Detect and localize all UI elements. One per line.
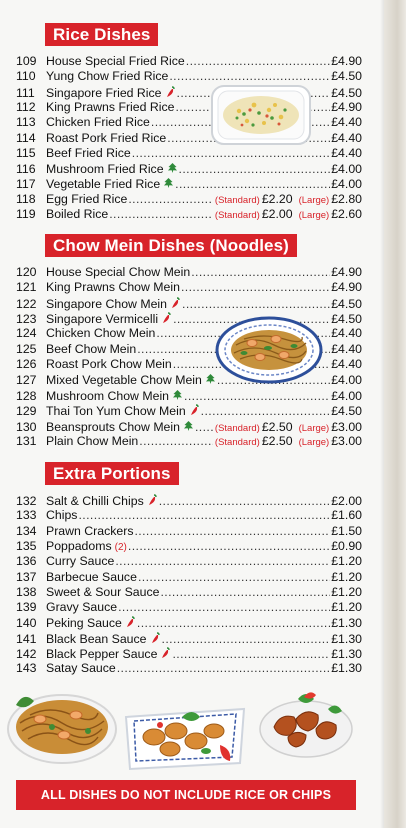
item-price: £4.40: [331, 130, 362, 145]
item-name: Mixed Vegetable Chow Mein: [46, 373, 202, 388]
item-number: 127: [16, 373, 37, 388]
chilli-icon: [150, 632, 161, 644]
menu-item-row: [16, 280, 362, 295]
item-number: 128: [16, 388, 37, 403]
menu-item-row: [16, 615, 362, 630]
page-edge: [384, 0, 406, 828]
item-name: Poppadoms: [46, 538, 112, 553]
chilli-icon: [125, 616, 136, 628]
item-price: £4.00: [331, 177, 362, 192]
item-name: Roast Pork Fried Rice: [46, 130, 167, 145]
menu-item-row: [16, 434, 362, 449]
chow-mein-photo: [214, 315, 324, 385]
large-price: £2.80: [331, 191, 362, 206]
standard-size-label: (Standard): [214, 436, 260, 448]
menu-item-row: [16, 554, 362, 569]
item-name: Plain Chow Mein: [46, 433, 139, 448]
item-number: 134: [16, 523, 37, 538]
vegetarian-leaf-icon: [172, 389, 183, 401]
item-name: Beansprouts Chow Mein: [46, 419, 180, 434]
item-price: £4.00: [331, 388, 362, 403]
leader-dots: [186, 54, 330, 69]
item-price: £1.30: [331, 661, 362, 676]
menu-item-row: [16, 419, 362, 434]
leader-dots: [195, 420, 213, 435]
item-number: 141: [16, 631, 37, 646]
leader-dots: [172, 647, 330, 662]
item-number: 116: [16, 162, 36, 177]
menu-item-row: [16, 508, 362, 523]
standard-price: £2.50: [261, 433, 293, 448]
item-number: 131: [16, 433, 37, 448]
item-number: 112: [16, 99, 36, 114]
page-edge-shadow: [380, 0, 384, 828]
fried-rice-photo: [209, 83, 313, 147]
large-size-label: (Large): [298, 422, 330, 434]
menu-item-row: [16, 570, 362, 585]
leader-dots: [109, 207, 213, 222]
menu-item-row: [16, 388, 362, 403]
item-number: 117: [16, 177, 36, 192]
leader-dots: [139, 434, 213, 449]
item-price: £1.30: [331, 647, 362, 661]
item-price: £1.30: [331, 631, 362, 646]
item-price: £4.50: [331, 404, 362, 419]
item-name: Boiled Rice: [46, 207, 109, 221]
item-number: 138: [16, 584, 37, 599]
item-number: 113: [16, 115, 36, 130]
leader-dots: [115, 554, 330, 569]
rice-dishes-title: Rice Dishes: [45, 23, 158, 46]
vegetarian-leaf-icon: [167, 162, 178, 174]
item-number: 133: [16, 508, 37, 523]
item-price: £4.50: [331, 296, 362, 311]
chilli-icon: [170, 297, 181, 309]
leader-dots: [128, 539, 330, 554]
leader-dots: [137, 616, 330, 631]
item-number: 135: [16, 538, 37, 553]
item-number: 118: [16, 191, 36, 206]
menu-item-row: [16, 161, 362, 176]
footer-notice: ALL DISHES DO NOT INCLUDE RICE OR CHIPS: [16, 780, 356, 810]
item-price: £1.20: [331, 554, 362, 569]
item-name: Singapore Fried Rice: [46, 85, 162, 100]
menu-item-row: [16, 296, 362, 311]
item-name: Roast Pork Chow Mein: [46, 357, 172, 372]
item-price: £4.40: [331, 341, 362, 356]
item-number: 114: [16, 130, 36, 145]
item-price: £4.40: [331, 326, 362, 341]
item-price: £4.90: [331, 280, 362, 295]
chilli-icon: [160, 647, 171, 659]
item-price: £0.90: [331, 538, 362, 553]
menu-item-row: [16, 403, 362, 418]
item-price: £4.90: [331, 54, 362, 68]
item-number: 130: [16, 419, 37, 434]
item-price: £1.20: [331, 600, 362, 615]
item-name: Beef Chow Mein: [46, 341, 137, 356]
item-number: 115: [16, 145, 36, 160]
menu-item-row: [16, 600, 362, 615]
chilli-icon: [161, 312, 172, 324]
item-number: 139: [16, 600, 37, 615]
leader-dots: [191, 265, 330, 280]
item-number: 137: [16, 569, 37, 584]
item-price: £4.00: [331, 162, 362, 177]
leader-dots: [78, 508, 330, 523]
leader-dots: [181, 280, 330, 295]
item-name: Beef Fried Rice: [46, 145, 131, 160]
item-name: Chicken Chow Mein: [46, 326, 156, 341]
menu-item-row: [16, 54, 362, 69]
item-number: 110: [16, 69, 36, 84]
item-name: Black Pepper Sauce: [46, 647, 158, 661]
item-price: £1.30: [331, 616, 362, 631]
noodles-photo: [6, 683, 118, 767]
chow-mein-title: Chow Mein Dishes (Noodles): [45, 234, 297, 257]
vegetarian-leaf-icon: [183, 420, 194, 432]
item-price: £1.50: [331, 523, 362, 538]
item-number: 140: [16, 616, 37, 631]
large-size-label: (Large): [298, 436, 330, 448]
chilli-icon: [165, 86, 176, 98]
large-size-label: (Large): [298, 194, 330, 206]
leader-dots: [132, 146, 330, 161]
leader-dots: [160, 585, 330, 600]
item-name: Black Bean Sauce: [46, 631, 147, 646]
item-price: £4.50: [331, 85, 362, 100]
item-name: Egg Fried Rice: [46, 191, 128, 206]
item-number: 142: [16, 647, 37, 661]
item-number: 124: [16, 326, 37, 341]
item-number: 122: [16, 296, 37, 311]
item-name: Barbecue Sauce: [46, 569, 137, 584]
menu-item-row: [16, 265, 362, 280]
menu-item-row: [16, 661, 362, 676]
item-name: Mushroom Fried Rice: [46, 162, 164, 177]
item-number: 109: [16, 54, 37, 68]
chilli-icon: [147, 494, 158, 506]
leader-dots: [182, 297, 330, 312]
leader-dots: [201, 404, 331, 419]
item-price: £2.00: [331, 494, 362, 508]
item-number: 120: [16, 265, 37, 279]
item-number: 119: [16, 207, 36, 221]
item-name: King Prawns Fried Rice: [46, 99, 175, 114]
large-price: £3.00: [331, 433, 362, 448]
leader-dots: [138, 570, 330, 585]
item-name: House Special Chow Mein: [46, 265, 191, 279]
item-price: £4.40: [331, 145, 362, 160]
item-price: £4.90: [331, 265, 362, 279]
item-price: £4.40: [331, 357, 362, 372]
leader-dots: [162, 632, 331, 647]
sweet-sour-dish-photo: [120, 695, 250, 773]
menu-item-row: [16, 646, 362, 661]
item-name: Prawn Crackers: [46, 523, 134, 538]
standard-size-label: (Standard): [214, 422, 260, 434]
item-price: £1.60: [331, 508, 362, 523]
item-price: £1.20: [331, 584, 362, 599]
item-name: Chicken Fried Rice: [46, 115, 150, 130]
item-number: 121: [16, 280, 37, 295]
leader-dots: [159, 494, 330, 509]
item-name: King Prawns Chow Mein: [46, 280, 180, 295]
item-number: 129: [16, 404, 37, 419]
item-name: Yung Chow Fried Rice: [46, 69, 169, 84]
large-price: £2.60: [331, 207, 362, 221]
item-name: House Special Fried Rice: [46, 54, 185, 68]
leader-dots: [184, 389, 330, 404]
chicken-dish-photo: [258, 689, 354, 761]
item-number: 123: [16, 312, 37, 327]
standard-price: £2.20: [261, 191, 293, 206]
item-name: Singapore Vermicelli: [46, 312, 159, 327]
menu-item-row: [16, 146, 362, 161]
standard-price: £2.00: [261, 207, 293, 221]
standard-size-label: (Standard): [214, 194, 260, 206]
item-name: Singapore Chow Mein: [46, 296, 167, 311]
leader-dots: [117, 661, 330, 676]
extra-portions-title: Extra Portions: [45, 462, 179, 485]
chilli-icon: [189, 404, 200, 416]
item-name: Gravy Sauce: [46, 600, 118, 615]
item-price: £4.50: [331, 69, 362, 84]
item-price: £4.90: [331, 99, 362, 114]
item-name: Vegetable Fried Rice: [46, 177, 161, 192]
item-price: £4.50: [331, 312, 362, 327]
standard-price: £2.50: [261, 419, 293, 434]
item-number: 111: [16, 85, 35, 100]
item-name: Thai Ton Yum Chow Mein: [46, 404, 186, 419]
item-name: Sweet & Sour Sauce: [46, 584, 160, 599]
menu-item-row: [16, 585, 362, 600]
standard-size-label: (Standard): [214, 210, 260, 221]
vegetarian-leaf-icon: [163, 177, 174, 189]
item-name: Curry Sauce: [46, 554, 115, 569]
item-name: Chips: [46, 508, 78, 523]
item-price: £4.00: [331, 373, 362, 388]
item-note: (2): [114, 541, 127, 553]
menu-item-row: [16, 207, 362, 222]
menu-item-row: [16, 631, 362, 646]
item-number: 125: [16, 341, 37, 356]
leader-dots: [175, 177, 330, 192]
leader-dots: [179, 162, 331, 177]
item-price: £4.40: [331, 115, 362, 130]
item-name: Satay Sauce: [46, 661, 116, 676]
item-name: Salt & Chilli Chips: [46, 494, 144, 508]
item-price: £1.20: [331, 569, 362, 584]
menu-item-row: [16, 524, 362, 539]
item-name: Peking Sauce: [46, 616, 122, 631]
menu-item-row: [16, 539, 362, 554]
item-name: Mushroom Chow Mein: [46, 388, 170, 403]
large-price: £3.00: [331, 419, 362, 434]
leader-dots: [118, 600, 330, 615]
item-number: 136: [16, 554, 37, 569]
leader-dots: [134, 524, 330, 539]
leader-dots: [128, 192, 213, 207]
item-number: 126: [16, 357, 37, 372]
menu-item-row: [16, 493, 362, 508]
menu-item-row: [16, 192, 362, 207]
large-size-label: (Large): [298, 210, 330, 221]
item-number: 143: [16, 661, 37, 676]
item-number: 132: [16, 494, 37, 508]
menu-item-row: [16, 176, 362, 191]
